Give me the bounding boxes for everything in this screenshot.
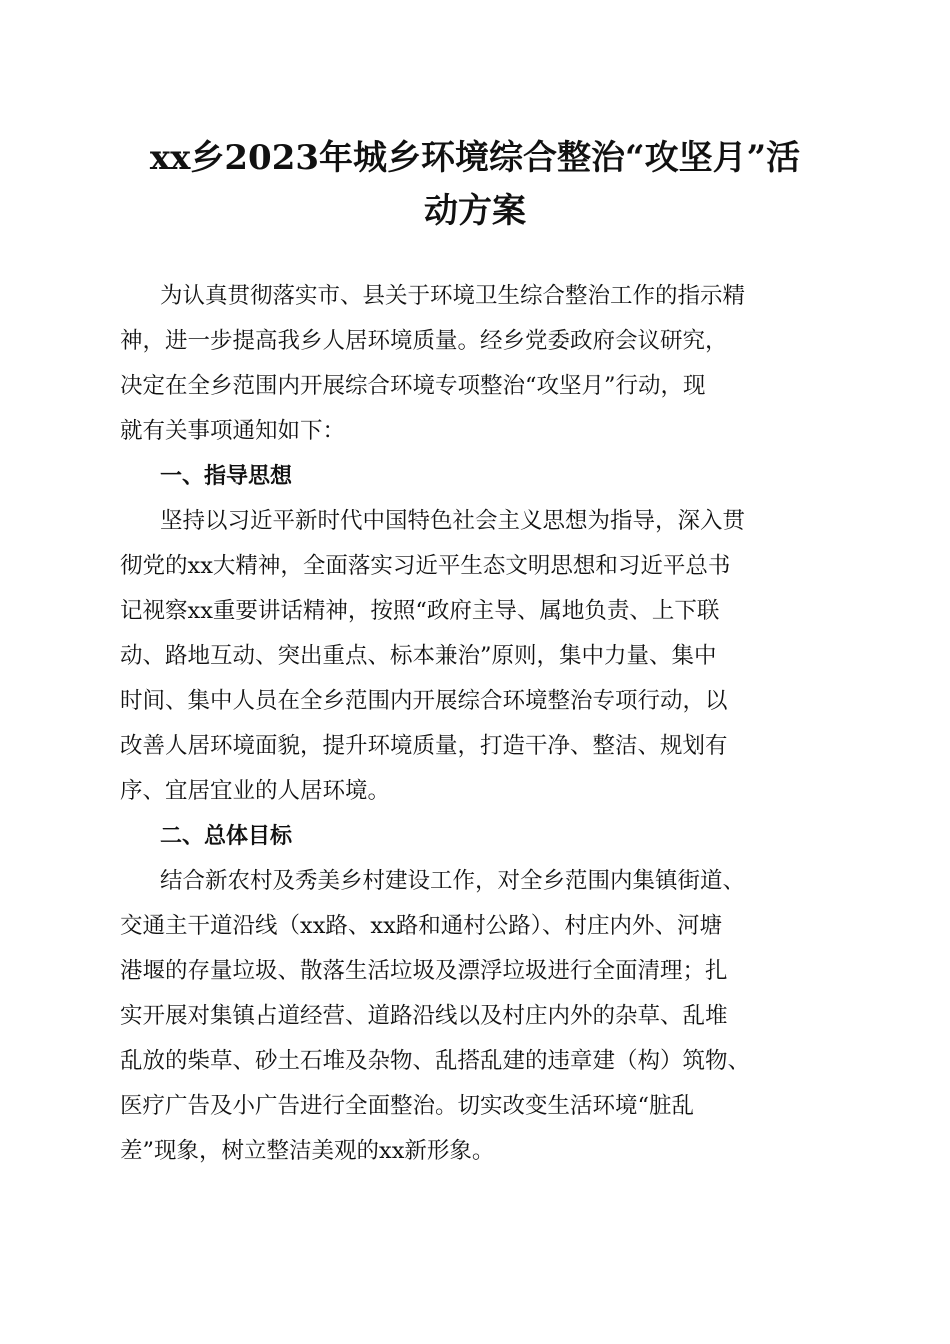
- intro-paragraph: [120, 274, 836, 454]
- text-line: 差”现象，树立整洁美观的xx新形象。: [120, 1138, 495, 1164]
- text-line: 彻党的xx大精神，全面落实习近平生态文明思想和习近平总书: [120, 553, 731, 579]
- document-title: [110, 132, 840, 238]
- text-line: 港堰的存量垃圾、散落生活垃圾及漂浮垃圾进行全面清理；扎: [120, 958, 728, 984]
- section-heading-guiding-ideology: 一、指导思想: [160, 464, 293, 489]
- text-line: 乱放的柴草、砂土石堆及杂物、乱搭乱建的违章建（构）筑物、: [120, 1048, 751, 1074]
- text-line: 坚持以习近平新时代中国特色社会主义思想为指导，深入贯: [160, 508, 746, 534]
- text-line: 为认真贯彻落实市、县关于环境卫生综合整治工作的指示精: [160, 283, 746, 309]
- text-line: 改善人居环境面貌，提升环境质量，打造干净、整洁、规划有: [120, 733, 728, 759]
- text-line: 决定在全乡范围内开展综合环境专项整治“攻坚月”行动，现: [120, 373, 706, 399]
- document-body: [120, 274, 836, 1174]
- text-line: 结合新农村及秀美乡村建设工作，对全乡范围内集镇街道、: [160, 868, 746, 894]
- text-line: 交通主干道沿线（xx路、xx路和通村公路）、村庄内外、河塘: [120, 913, 723, 939]
- overall-goals-paragraph: [120, 859, 836, 1174]
- section-heading-overall-goals: 二、总体目标: [160, 824, 293, 849]
- text-line: 实开展对集镇占道经营、道路沿线以及村庄内外的杂草、乱堆: [120, 1003, 728, 1029]
- title-line: 动方案: [424, 191, 526, 231]
- text-line: 医疗广告及小广告进行全面整治。切实改变生活环境“脏乱: [120, 1093, 695, 1119]
- text-line: 动、路地互动、突出重点、标本兼治”原则，集中力量、集中: [120, 643, 717, 669]
- guiding-ideology-paragraph: [120, 499, 836, 814]
- text-line: 记视察xx重要讲话精神，按照“政府主导、属地负责、上下联: [120, 598, 720, 624]
- text-line: 时间、集中人员在全乡范围内开展综合环境整治专项行动，以: [120, 688, 728, 714]
- text-line: 神，进一步提高我乡人居环境质量。经乡党委政府会议研究，: [120, 328, 728, 354]
- text-line: 序、宜居宜业的人居环境。: [120, 778, 391, 804]
- text-line: 就有关事项通知如下：: [120, 418, 346, 444]
- title-line: xx乡2023年城乡环境综合整治“攻坚月”活: [149, 138, 801, 178]
